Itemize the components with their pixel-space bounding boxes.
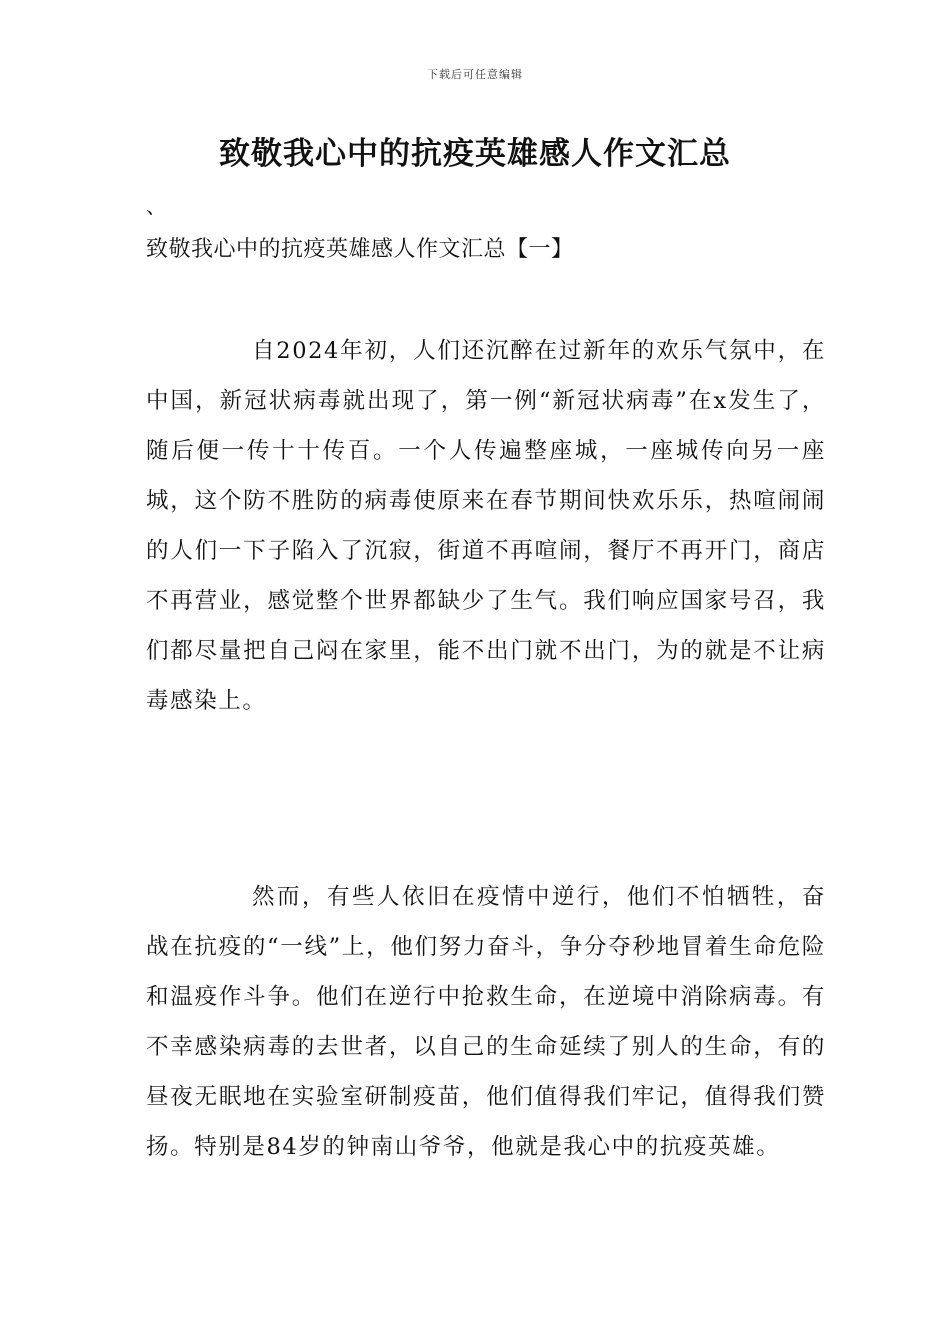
- body-paragraph-1: 自2024年初，人们还沉醉在过新年的欢乐气氛中，在中国，新冠状病毒就出现了，第一例“新冠状病毒”在x发生了，随后便一传十十传百。一个人传遍整座城，一座城传向另一座城，这个防不胜防的病毒使原来在春节期间快欢乐乐，热喧闹闹的人们一下子陷入了沉寂，街道不再喧闹，餐厅不再开门，商店不再营业，感觉整个世界都缺少了生气。我们响应国家号召，我们都尽量把自己闷在家里，能不出门就不出门，为的就是不让病毒感染上。: [146, 338, 826, 714]
- body-paragraph-2: 然而，有些人依旧在疫情中逆行，他们不怕牺牲，奋战在抗疫的“一线”上，他们努力奋斗，争分夺秒地冒着生命危险和温疫作斗争。他们在逆行中抢救生命，在逆境中消除病毒。有不幸感染病毒的去世者，以自己的生命延续了别人的生命，有的昼夜无眠地在实验室研制疫苗，他们值得我们牢记，值得我们赞扬。特别是84岁的钟南山爷爷，他就是我心中的抗疫英雄。: [146, 884, 826, 1160]
- punctuation-mark: 、: [146, 194, 166, 218]
- document-title: 致敬我心中的抗疫英雄感人作文汇总: [219, 136, 731, 172]
- header-note: 下载后可任意编辑: [427, 68, 523, 81]
- section-heading: 致敬我心中的抗疫英雄感人作文汇总【一】: [146, 237, 574, 262]
